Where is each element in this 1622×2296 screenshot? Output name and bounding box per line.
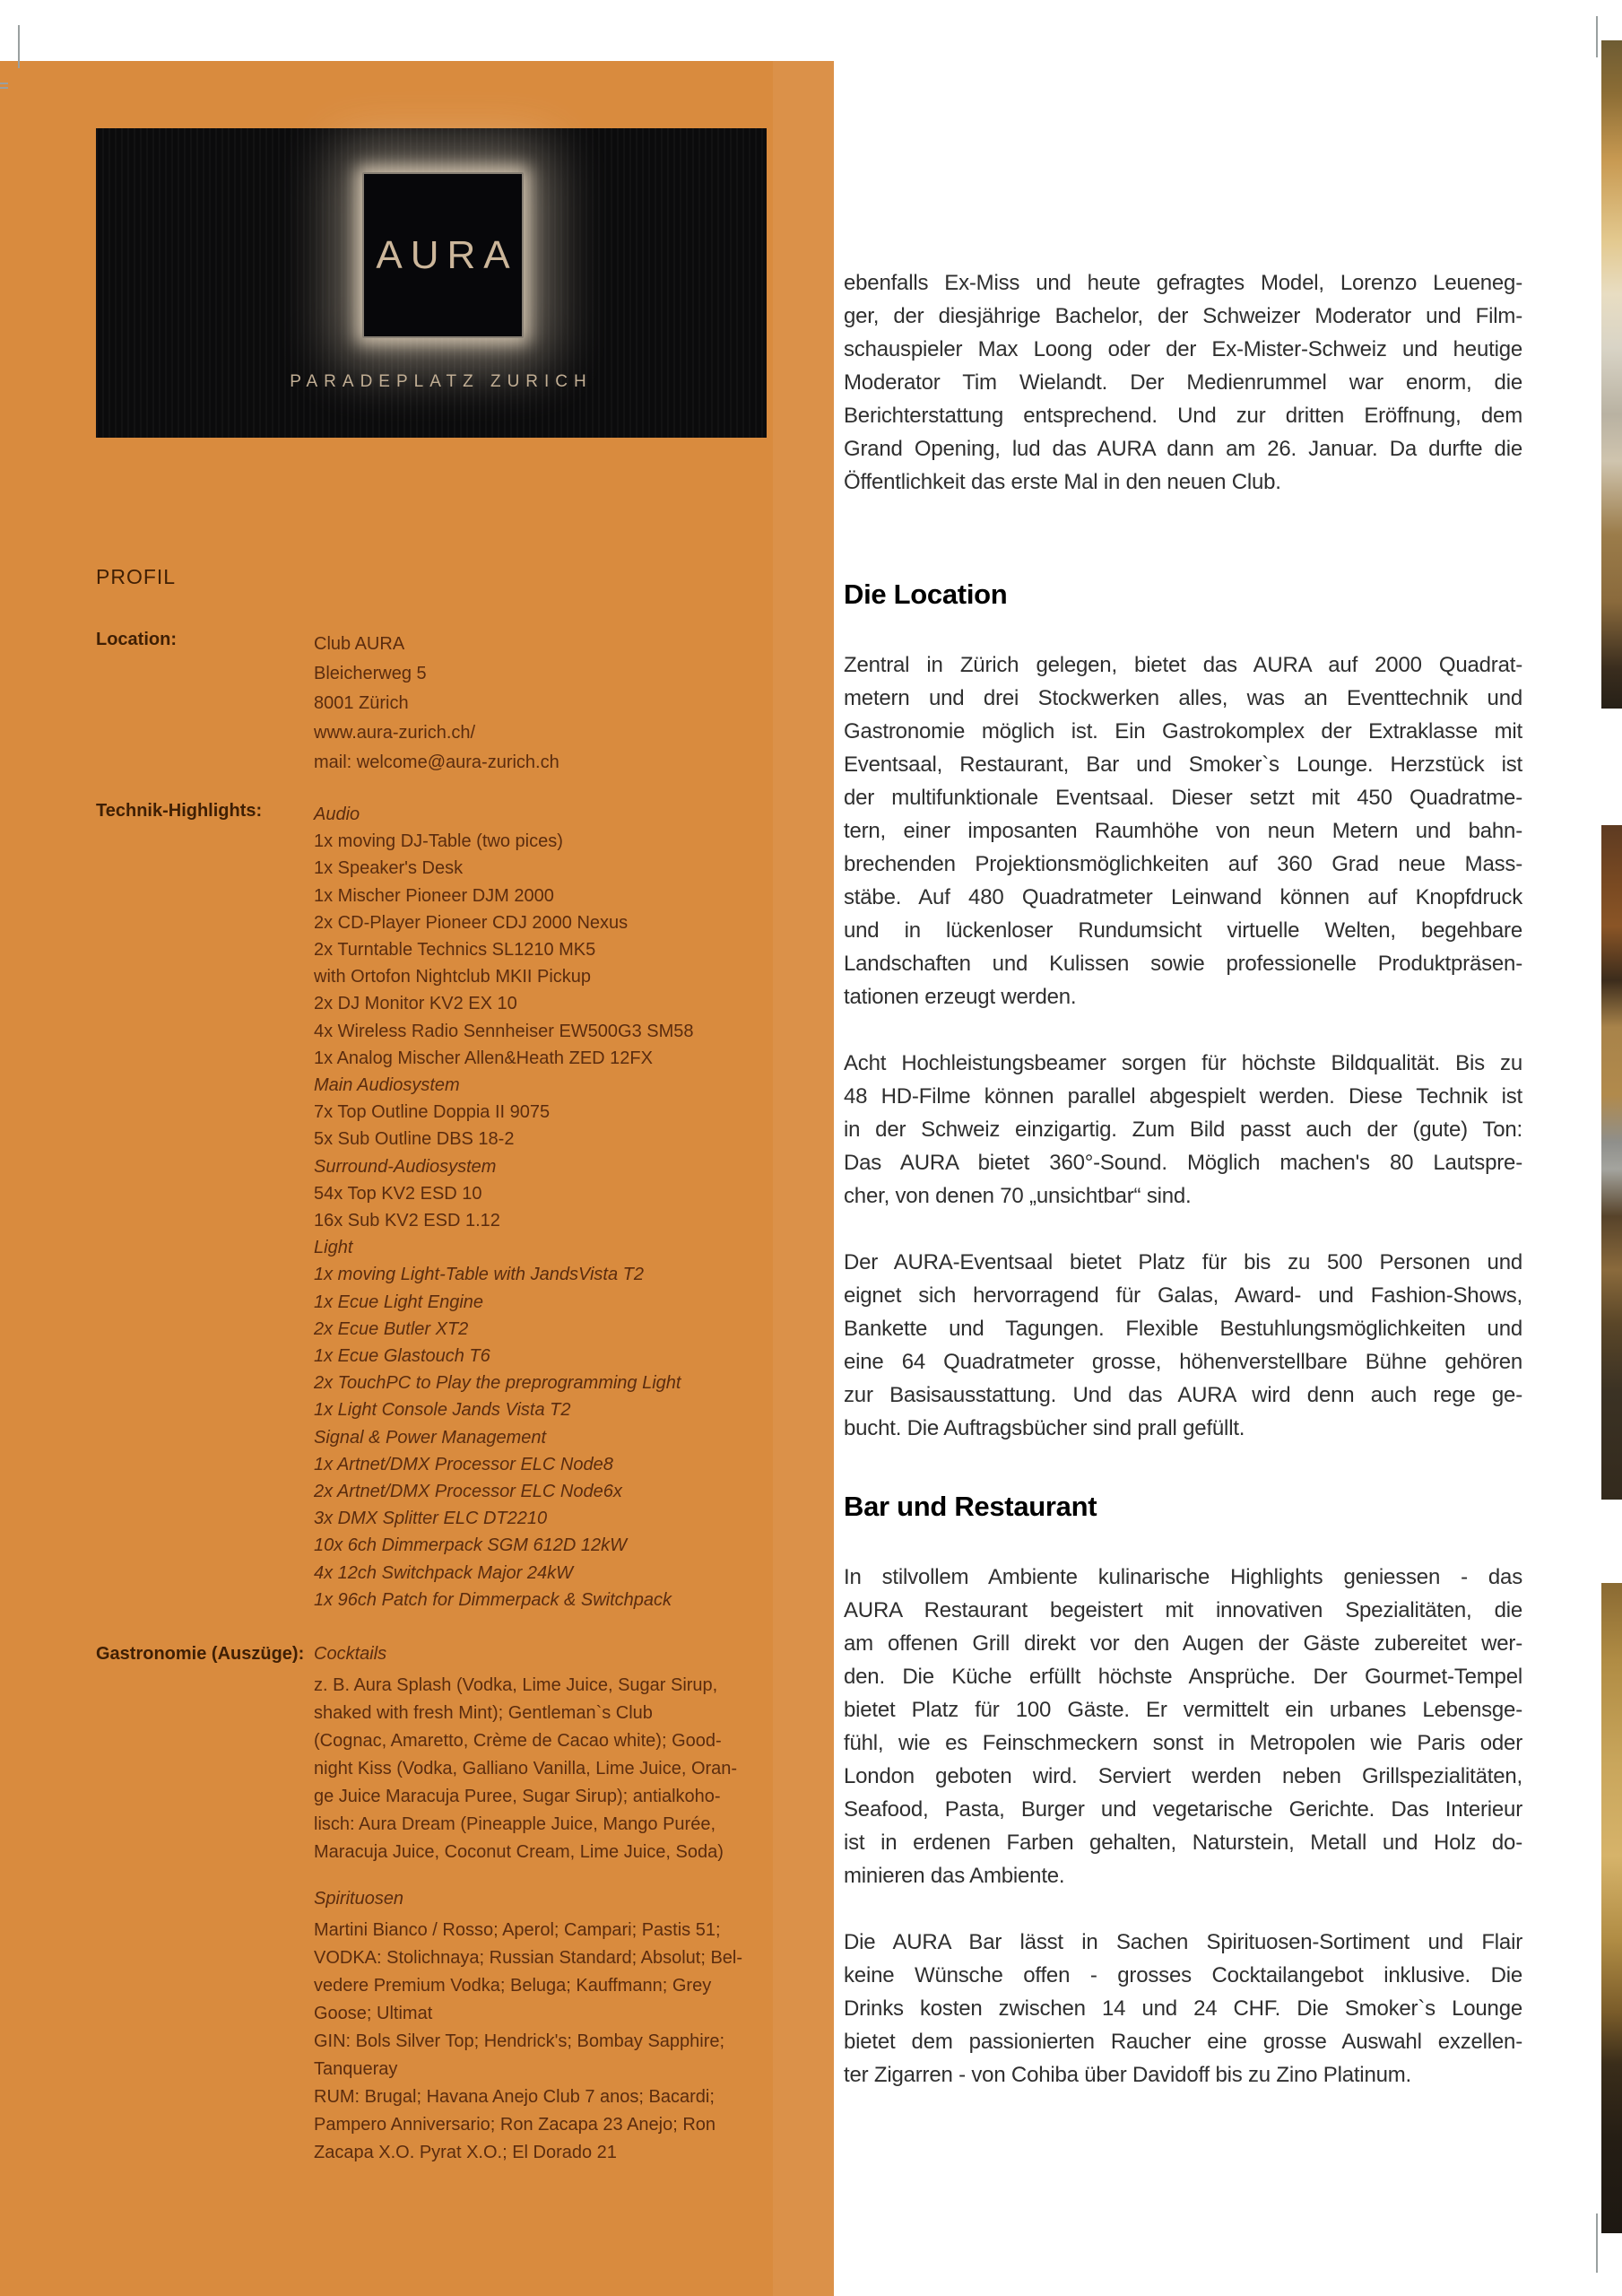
- spirituosen-line: RUM: Brugal; Havana Anejo Club 7 anos; Bacardi;: [314, 2087, 715, 2107]
- technik-item: 4x Wireless Radio Sennheiser EW500G3 SM58: [314, 1021, 694, 1041]
- technik-item: 1x Mischer Pioneer DJM 2000: [314, 885, 554, 906]
- technik-item: 1x Analog Mischer Allen&Heath ZED 12FX: [314, 1048, 653, 1068]
- crop-mark-top-right: [1596, 16, 1598, 57]
- technik-item: 2x DJ Monitor KV2 EX 10: [314, 994, 517, 1014]
- cocktail-line: night Kiss (Vodka, Galliano Vanilla, Lime Juice, Oran-: [314, 1759, 738, 1779]
- article-line: Gastronomie möglich ist. Ein Gastrokomplex der Extraklasse mit: [844, 719, 1522, 744]
- article-line: den. Die Küche erfüllt höchste Ansprüche. Der Gourmet-Tempel: [844, 1665, 1522, 1689]
- crop-mark-left-edge-b: [0, 87, 8, 89]
- article-paragraph-location-3: [844, 1246, 1522, 1445]
- aura-logo-glow-frame: [362, 172, 524, 338]
- article-line: keine Wünsche offen - grosses Cocktailangebot inklusive. Die: [844, 1963, 1522, 1987]
- location-line: Club AURA: [314, 634, 405, 654]
- technik-equipment-list: [314, 801, 694, 1613]
- technik-item: 1x Artnet/DMX Processor ELC Node8: [314, 1454, 613, 1474]
- article-line: London geboten wird. Serviert werden neben Grillspezialitäten,: [844, 1764, 1522, 1788]
- article-paragraph-bar: [844, 1926, 1522, 2092]
- technik-item: 1x 96ch Patch for Dimmerpack & Switchpack: [314, 1589, 672, 1610]
- article-paragraph-location-2: [844, 1047, 1522, 1213]
- spirituosen-line: Tanqueray: [314, 2059, 398, 2079]
- aura-logo-box: [96, 128, 767, 438]
- spirituosen-line: GIN: Bols Silver Top; Hendrick's; Bombay Sapphire;: [314, 2031, 725, 2051]
- technik-item: 5x Sub Outline DBS 18-2: [314, 1129, 515, 1150]
- crop-mark-left-edge-a: [0, 83, 8, 84]
- article-paragraph-restaurant: [844, 1561, 1522, 1892]
- technik-item: 16x Sub KV2 ESD 1.12: [314, 1211, 500, 1231]
- article-line: Acht Hochleistungsbeamer sorgen für höchste Bildqualität. Bis zu: [844, 1051, 1522, 1075]
- cocktail-line: ge Juice Maracuja Puree, Sugar Sirup); antialkoho-: [314, 1787, 721, 1806]
- article-line: schauspieler Max Loong oder der Ex-Mister-Schweiz und heutige: [844, 337, 1522, 361]
- profil-heading: PROFIL: [96, 565, 177, 588]
- article-line: ebenfalls Ex-Miss und heute gefragtes Model, Lorenzo Leueneg-: [844, 271, 1522, 295]
- technik-item: 2x Ecue Butler XT2: [314, 1318, 469, 1339]
- article-line: tern, einer imposanten Raumhöhe von neun Metern und bahn-: [844, 819, 1522, 843]
- article-line: der multifunktionale Eventsaal. Dieser setzt mit 450 Quadratme-: [844, 786, 1522, 810]
- article-line: minieren das Ambiente.: [844, 1864, 1065, 1888]
- article-line: zur Basisausstattung. Und das AURA wird denn auch rege ge-: [844, 1383, 1522, 1407]
- technik-item: 1x moving DJ-Table (two pices): [314, 831, 563, 852]
- article-line: Öffentlichkeit das erste Mal in den neuen Club.: [844, 470, 1281, 494]
- crop-mark-top-left: [18, 25, 20, 68]
- spirituosen-line: Martini Bianco / Rosso; Aperol; Campari; Pastis 51;: [314, 1920, 721, 1940]
- article-line: Seafood, Pasta, Burger und vegetarische Gerichte. Das Interieur: [844, 1797, 1522, 1822]
- technik-item: 4x 12ch Switchpack Major 24kW: [314, 1562, 574, 1583]
- article-line: Zentral in Zürich gelegen, bietet das AURA auf 2000 Quadrat-: [844, 653, 1522, 677]
- cocktails-list: [314, 1672, 737, 1866]
- photo-strip-golden-column: [1601, 1583, 1622, 2233]
- article-line: Der AURA-Eventsaal bietet Platz für bis zu 500 Personen und: [844, 1250, 1522, 1274]
- article-line: Drinks kosten zwischen 14 und 24 CHF. Die Smoker`s Lounge: [844, 1996, 1522, 2021]
- technik-item: 2x Artnet/DMX Processor ELC Node6x: [314, 1482, 622, 1502]
- spirituosen-subheading: Spirituosen: [314, 1889, 404, 1909]
- technik-item: 1x Speaker's Desk: [314, 858, 464, 879]
- technik-item: Light: [314, 1238, 353, 1258]
- location-line: Bleicherweg 5: [314, 664, 427, 683]
- spirituosen-line: Goose; Ultimat: [314, 2004, 433, 2023]
- technik-item: 1x Ecue Light Engine: [314, 1292, 484, 1312]
- technik-item: 2x TouchPC to Play the preprogramming Light: [314, 1373, 681, 1394]
- article-paragraph-location-1: [844, 648, 1522, 1013]
- technik-item: 1x Light Console Jands Vista T2: [314, 1400, 571, 1421]
- technik-item: 2x CD-Player Pioneer CDJ 2000 Nexus: [314, 912, 629, 933]
- article-line: fühl, wie es Feinschmeckern sonst in Metropolen wie Paris oder: [844, 1731, 1522, 1755]
- article-line: ger, der diesjährige Bachelor, der Schweizer Moderator und Film-: [844, 304, 1522, 328]
- article-line: eignet sich hervorragend für Galas, Award- und Fashion-Shows,: [844, 1283, 1522, 1308]
- cocktail-line: z. B. Aura Splash (Vodka, Lime Juice, Sugar Sirup,: [314, 1675, 718, 1695]
- article-line: AURA Restaurant begeistert mit innovativen Spezialitäten, die: [844, 1598, 1522, 1622]
- article-line: Berichterstattung entsprechend. Und zur dritten Eröffnung, dem: [844, 404, 1522, 428]
- article-line: tationen erzeugt werden.: [844, 985, 1077, 1009]
- technik-item: 2x Turntable Technics SL1210 MK5: [314, 940, 596, 961]
- technik-item: Surround-Audiosystem: [314, 1156, 497, 1177]
- article-line: metern und drei Stockwerken alles, was an Eventtechnik und: [844, 686, 1522, 710]
- technik-item: 7x Top Outline Doppia II 9075: [314, 1102, 551, 1123]
- aura-logo-wordmark: AURA: [376, 232, 518, 277]
- article-line: 48 HD-Filme können parallel abgespielt werden. Diese Technik ist: [844, 1084, 1522, 1109]
- technik-item: 1x Ecue Glastouch T6: [314, 1346, 490, 1367]
- section-heading-bar-restaurant: Bar und Restaurant: [844, 1491, 1097, 1522]
- article-line: Eventsaal, Restaurant, Bar und Smoker`s Lounge. Herzstück ist: [844, 752, 1522, 777]
- article-line: ter Zigarren - von Cohiba über Davidoff bis zu Zino Platinum.: [844, 2063, 1411, 2087]
- cocktail-line: (Cognac, Amaretto, Crème de Cacao white); Good-: [314, 1731, 722, 1751]
- photo-strip-bar-glasses: [1601, 40, 1622, 709]
- article-line: ist in erdenen Farben gehalten, Naturstein, Metall und Holz do-: [844, 1831, 1522, 1855]
- article-line: Grand Opening, lud das AURA dann am 26. Januar. Da durfte die: [844, 437, 1522, 461]
- location-line: 8001 Zürich: [314, 693, 409, 713]
- article-line: Bankette und Tagungen. Flexible Bestuhlungsmöglichkeiten und: [844, 1317, 1522, 1341]
- cocktail-line: lisch: Aura Dream (Pineapple Juice, Mango Purée,: [314, 1814, 716, 1834]
- section-heading-location: Die Location: [844, 578, 1008, 610]
- article-line: eine 64 Quadratmeter grosse, höhenverstellbare Bühne gehören: [844, 1350, 1522, 1374]
- article-intro-paragraph: [844, 266, 1522, 499]
- article-line: Moderator Tim Wielandt. Der Medienrummel war enorm, die: [844, 370, 1522, 395]
- article-line: bietet Platz für 100 Gäste. Er vermittelt ein urbanes Lebensge-: [844, 1698, 1522, 1722]
- gastronomie-label: Gastronomie (Auszüge):: [96, 1644, 305, 1664]
- article-line: cher, von denen 70 „unsichtbar“ sind.: [844, 1184, 1192, 1208]
- article-line: In stilvollem Ambiente kulinarische Highlights geniessen - das: [844, 1565, 1522, 1589]
- article-line: Das AURA bietet 360°-Sound. Möglich machen's 80 Lautspre-: [844, 1151, 1522, 1175]
- article-line: bucht. Die Auftragsbücher sind prall gefüllt.: [844, 1416, 1245, 1440]
- spirituosen-list: [314, 1917, 742, 2167]
- spirituosen-line: vedere Premium Vodka; Beluga; Kauffmann; Grey: [314, 1976, 712, 1996]
- technik-item: 3x DMX Splitter ELC DT2210: [314, 1509, 548, 1529]
- panel-seam: [773, 61, 834, 2296]
- cocktails-subheading: Cocktails: [314, 1644, 387, 1664]
- cocktail-line: Maracuja Juice, Coconut Cream, Lime Juice, Soda): [314, 1842, 724, 1862]
- profile-panel: [0, 61, 834, 2296]
- technik-item: 54x Top KV2 ESD 10: [314, 1183, 482, 1204]
- location-line: mail: welcome@aura-zurich.ch: [314, 752, 559, 772]
- article-line: Die AURA Bar lässt in Sachen Spirituosen-Sortiment und Flair: [844, 1930, 1522, 1954]
- spirituosen-line: Pampero Anniversario; Ron Zacapa 23 Anejo; Ron: [314, 2115, 716, 2135]
- article-line: und in lückenloser Rundumsicht virtuelle Welten, begehbare: [844, 918, 1522, 943]
- article-line: in der Schweiz einzigartig. Zum Bild passt auch der (gute) Ton:: [844, 1118, 1522, 1142]
- technik-item: with Ortofon Nightclub MKII Pickup: [314, 967, 592, 987]
- article-line: brechenden Projektionsmöglichkeiten auf 360 Grad neue Mass-: [844, 852, 1522, 876]
- technik-item: 10x 6ch Dimmerpack SGM 612D 12kW: [314, 1535, 628, 1556]
- technik-item: Main Audiosystem: [314, 1075, 460, 1096]
- technik-item: Audio: [314, 804, 360, 824]
- location-line: www.aura-zurich.ch/: [314, 723, 476, 743]
- technik-item: 1x moving Light-Table with JandsVista T2: [314, 1265, 644, 1285]
- crop-mark-bottom-right: [1596, 2213, 1598, 2273]
- spirituosen-line: Zacapa X.O. Pyrat X.O.; El Dorado 21: [314, 2143, 617, 2162]
- technik-item: Signal & Power Management: [314, 1427, 547, 1448]
- article-line: am offenen Grill direkt vor den Augen der Gäste zubereitet wer-: [844, 1631, 1522, 1656]
- technik-label: Technik-Highlights:: [96, 801, 263, 821]
- location-label: Location:: [96, 630, 177, 649]
- location-address-lines: [314, 630, 559, 778]
- cocktail-line: shaked with fresh Mint); Gentleman`s Club: [314, 1703, 653, 1723]
- article-line: Landschaften und Kulissen sowie professionelle Produktpräsen-: [844, 952, 1522, 976]
- logo-subtitle: PARADEPLATZ ZURICH: [290, 372, 593, 391]
- article-line: bietet dem passionierten Raucher eine grosse Auswahl exzellen-: [844, 2030, 1522, 2054]
- spirituosen-line: VODKA: Stolichnaya; Russian Standard; Absolut; Bel-: [314, 1948, 743, 1968]
- photo-strip-interior-texture: [1601, 825, 1622, 1500]
- article-line: stäbe. Auf 480 Quadratmeter Leinwand können auf Knopfdruck: [844, 885, 1522, 909]
